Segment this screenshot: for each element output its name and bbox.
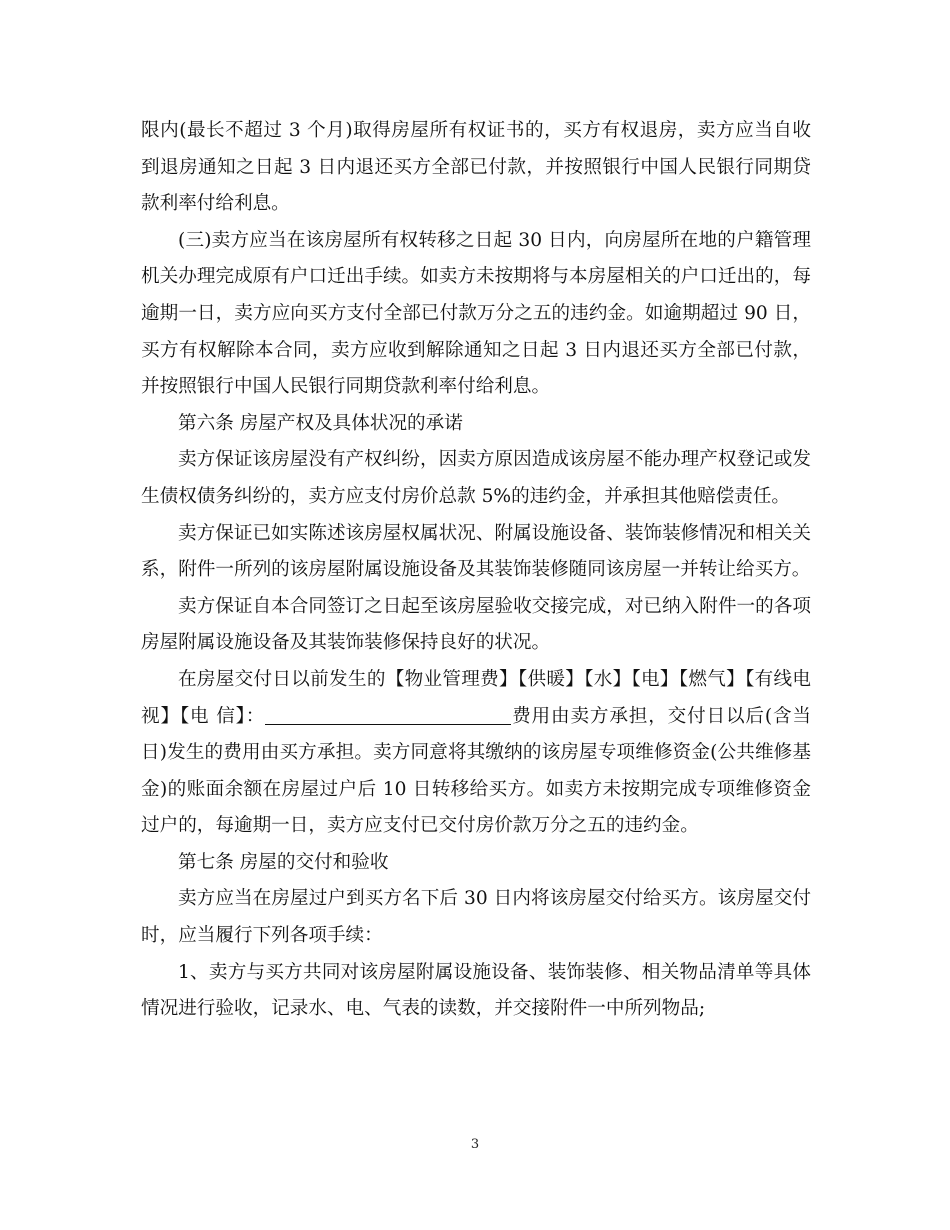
paragraph-maintain-condition: 卖方保证自本合同签订之日起至该房屋验收交接完成，对已纳入附件一的各项房屋附属设施设备及其装饰装修保持良好的状况。: [141, 595, 811, 654]
paragraph-joint-inspection: 1、卖方与买方共同对该房屋附属设施设备、装饰装修、相关物品清单等具体情况进行验收，记录水、电、气表的读数，并交接附件一中所列物品;: [141, 961, 811, 1020]
fees-list-text: 在房屋交付日以前发生的【物业管理费】【供暖】【水】【电】【燃气】【有线电视】【电 信】：: [141, 668, 811, 727]
page-number: 3: [470, 1137, 480, 1152]
paragraph-ownership-status: 卖方保证已如实陈述该房屋权属状况、附属设施设备、装饰装修情况和相关关系，附件一所列的该房屋附属设施设备及其装饰装修随同该房屋一并转让给买方。: [141, 522, 811, 581]
article-6-heading: 第六条 房屋产权及具体状况的承诺: [178, 412, 463, 434]
paragraph-fees-before-delivery: [141, 662, 811, 845]
article-7-heading: 第七条 房屋的交付和验收: [178, 851, 389, 873]
document-body: [141, 113, 811, 1028]
paragraph-delivery-deadline: 卖方应当在房屋过户到买方名下后 30 日内将该房屋交付给买方。该房屋交付时，应当履行下列各项手续：: [141, 888, 811, 947]
paragraph-refund-terms: 限内(最长不超过 3 个月)取得房屋所有权证书的，买方有权退房，卖方应当自收到退房通知之日起 3 日内退还买方全部已付款，并按照银行中国人民银行同期贷款利率付给利息。: [141, 120, 811, 215]
paragraph-no-property-dispute: 卖方保证该房屋没有产权纠纷，因卖方原因造成该房屋不能办理产权登记或发生债权债务纠纷的，卖方应支付房价总款 5%的违约金，并承担其他赔偿责任。: [141, 449, 811, 507]
fees-terms-text: 费用由卖方承担，交付日以后(含当日)发生的费用由买方承担。卖方同意将其缴纳的该房屋专项维修资金(公共维修基金)的账面余额在房屋过户后 10 日转移给买方。如卖方未按期完成专项维修资金过户的，每逾期一日，卖方应支付已交付房价款万分之五的违约金。: [141, 705, 811, 837]
paragraph-household-registration: (三)卖方应当在该房屋所有权转移之日起 30 日内，向房屋所在地的户籍管理机关办理完成原有户口迁出手续。如卖方未按期将与本房屋相关的户口迁出的，每逾期一日，卖方应向买方支付全部已付款万分之五的违约金。如逾期超过 90 日，买方有权解除本合同，卖方应收到解除通知之日起 3 日内退还买方全部已付款，并按照银行中国人民银行同期贷款利率付给利息。: [141, 229, 811, 398]
fees-blank-line: [265, 704, 511, 725]
